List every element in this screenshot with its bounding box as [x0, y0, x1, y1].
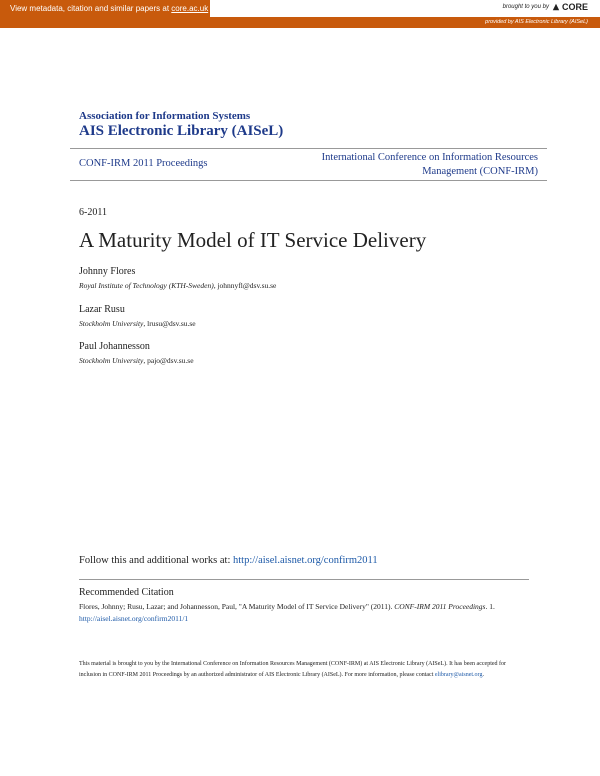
citation-link[interactable]: http://aisel.aisnet.org/confirm2011/1 — [79, 614, 189, 623]
metadata-text: View metadata, citation and similar papers at — [10, 4, 172, 13]
library-name[interactable]: AIS Electronic Library (AISeL) — [79, 123, 284, 139]
core-link[interactable]: core.ac.uk — [171, 4, 209, 13]
metadata-banner — [0, 0, 210, 17]
paper-title: A Maturity Model of IT Service Delivery — [79, 228, 427, 252]
author-affiliation: Royal Institute of Technology (KTH-Sweden), johnnyfl@dsv.su.se — [79, 281, 277, 290]
author-name: Lazar Rusu — [79, 304, 125, 315]
conference-link[interactable]: International Conference on Information Resources Management (CONF-IRM) — [321, 152, 538, 177]
brought-by-text: brought to you by — [502, 4, 549, 10]
org-name[interactable]: Association for Information Systems — [79, 110, 251, 122]
core-logo[interactable] — [552, 2, 588, 12]
author-3 — [79, 341, 194, 365]
org-header — [79, 110, 283, 140]
author-name: Johnny Flores — [79, 266, 136, 277]
divider-citation — [79, 579, 529, 580]
follow-text: Follow this and additional works at: — [79, 555, 233, 566]
author-affiliation: Stockholm University, lrusu@dsv.su.se — [79, 319, 196, 328]
author-2 — [79, 304, 196, 328]
core-icon — [552, 3, 560, 11]
divider-bottom — [70, 180, 547, 181]
core-banner — [0, 0, 600, 28]
copyright-notice: This material is brought to you by the International Conference on Information Resources Management (CONF-IRM) at AIS Electronic Library (AISeL). It has been accepted for inclusion in CONF-IRM 2011 Proceedings by an authorized administrator of AIS Electronic Library (AISeL). For more information, please contact elibrary@aisnet.org. — [79, 661, 507, 678]
follow-line — [79, 555, 378, 566]
core-label: CORE — [561, 2, 588, 12]
author-name: Paul Johannesson — [79, 341, 150, 352]
publication-date: 6-2011 — [79, 207, 107, 218]
collection-link[interactable]: http://aisel.aisnet.org/confirm2011 — [233, 555, 378, 566]
provided-by: provided by AIS Electronic Library (AISeL) — [0, 17, 600, 28]
proceedings-link[interactable]: CONF-IRM 2011 Proceedings — [79, 158, 208, 169]
author-1 — [79, 266, 276, 290]
brought-by — [503, 2, 588, 12]
recommended-heading: Recommended Citation — [79, 587, 174, 598]
divider-top — [70, 148, 547, 149]
citation-text: Flores, Johnny; Rusu, Lazar; and Johannesson, Paul, "A Maturity Model of IT Service Delivery" (2011). CONF-IRM 2011 Proceedings. 1. http://aisel.aisnet.org/confirm2011/1 — [79, 602, 495, 623]
author-affiliation: Stockholm University, pajo@dsv.su.se — [79, 356, 194, 365]
contact-email-link[interactable]: elibrary@aisnet.org — [434, 672, 483, 678]
